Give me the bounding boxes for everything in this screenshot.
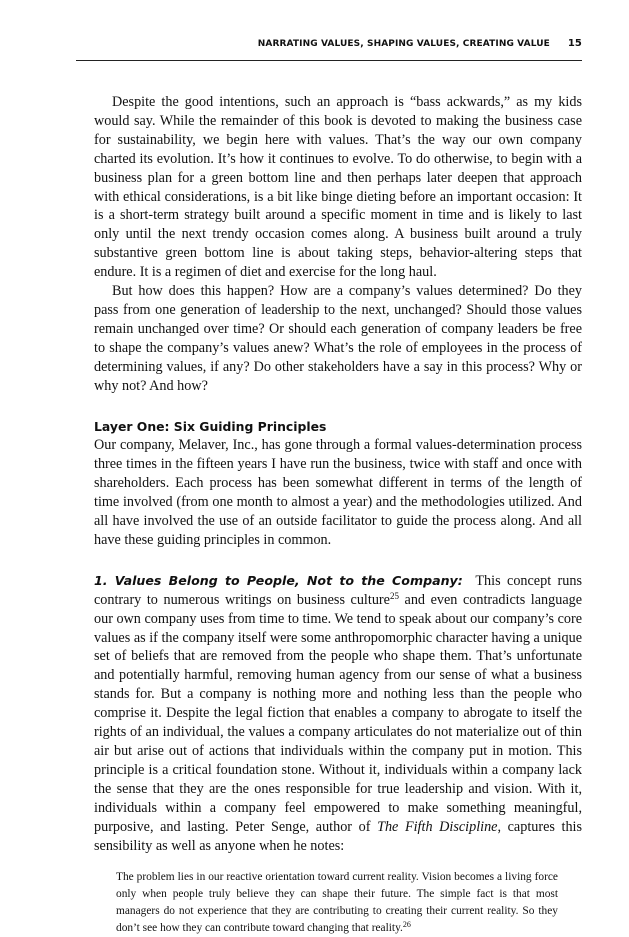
running-header	[96, 38, 582, 49]
principle-1-text-c: , captures this sensibility as well as anyone when he notes:	[94, 818, 582, 854]
principle-1	[94, 572, 582, 856]
principle-1-heading: 1. Values Belong to People, Not to the Company:	[94, 572, 463, 588]
principle-1-text-b: and even contradicts language our own company uses from time to time. We tend to speak about our company’s core values as if the company itself were some anthropomorphic character having a unique set of beliefs that are removed from the people who shape them. That’s unfortunate and potentially harmful, removing human agency from our sense of what a business stands for. But a company is nothing more and nothing less than the people who comprise it. Despite the legal fiction that enables a company to abrogate to itself the rights of an individual, the values a company articulates do not materialize out of thin air but arise out of actions that individuals within the company put in motion. This principle is a critical foundation stone. Without it, individuals within a company lack the sense that they are the ones responsible for true leadership and vision. With it, individuals within a company feel empowered to make something meaningful, purposive, and lasting. Peter Senge, author of	[94, 591, 583, 835]
book-title: The Fifth Discipline	[377, 818, 498, 835]
section-heading: Layer One: Six Guiding Principles	[94, 418, 327, 434]
page-body	[94, 93, 582, 937]
footnote-marker-25: 25	[389, 590, 399, 601]
paragraph-1: Despite the good intentions, such an approach is “bass ackwards,” as my kids would say. While the remainder of this book is devoted to making the business case for sustainability, we begin here with values. That’s the way our own company charted its evolution. It’s how it continues to evolve. To do otherwise, to begin with a business plan for a green bottom line and then perhaps later deepen that approach with ethical considerations, is a bit like binge dieting before an important occasion: It is a short-term strategy built around a specific moment in time and is likely to last only until the next trendy occasion comes along. A business built around a truly substantive green bottom line is about taking steps, behavior-altering steps that endure. It is a regimen of diet and exercise for the long haul.	[94, 94, 582, 281]
header-rule	[76, 60, 582, 61]
block-quote	[116, 869, 558, 937]
paragraph-3: Our company, Melaver, Inc., has gone through a formal values-determination process three times in the fifteen years I have run the business, twice with staff and once with shareholders. Each process has been somewhat different in terms of the length of time involved (from one month to almost a year) and the methodologies utilized. And all have involved the use of an outside facilitator to guide the process along. And all have these guiding principles in common.	[94, 437, 582, 548]
running-title: NARRATING VALUES, SHAPING VALUES, CREATING VALUE	[257, 39, 550, 49]
quote-text: The problem lies in our reactive orientation toward current reality. Vision becomes a living force only when people truly believe they can shape their future. The simple fact is that most managers do not experience that they are contributing to creating their current reality. So they don’t see how they can contribute toward changing that reality.	[116, 871, 558, 935]
principle-1-text-a: This concept runs contrary to numerous writings on business culture	[94, 572, 582, 608]
section-gap	[94, 396, 582, 418]
paragraph-2: But how does this happen? How are a company’s values determined? Do they pass from one generation of leadership to the next, unchanged? Should those values remain unchanged over time? Or should each generation of company leaders be free to shape the company’s values anew? What’s the role of employees in the process of determining values, if any? Do other stakeholders have a say in this process? Why or why not? And how?	[94, 283, 582, 394]
principle-gap	[94, 550, 582, 572]
page-number: 15	[567, 38, 582, 49]
footnote-marker-26: 26	[402, 920, 411, 930]
